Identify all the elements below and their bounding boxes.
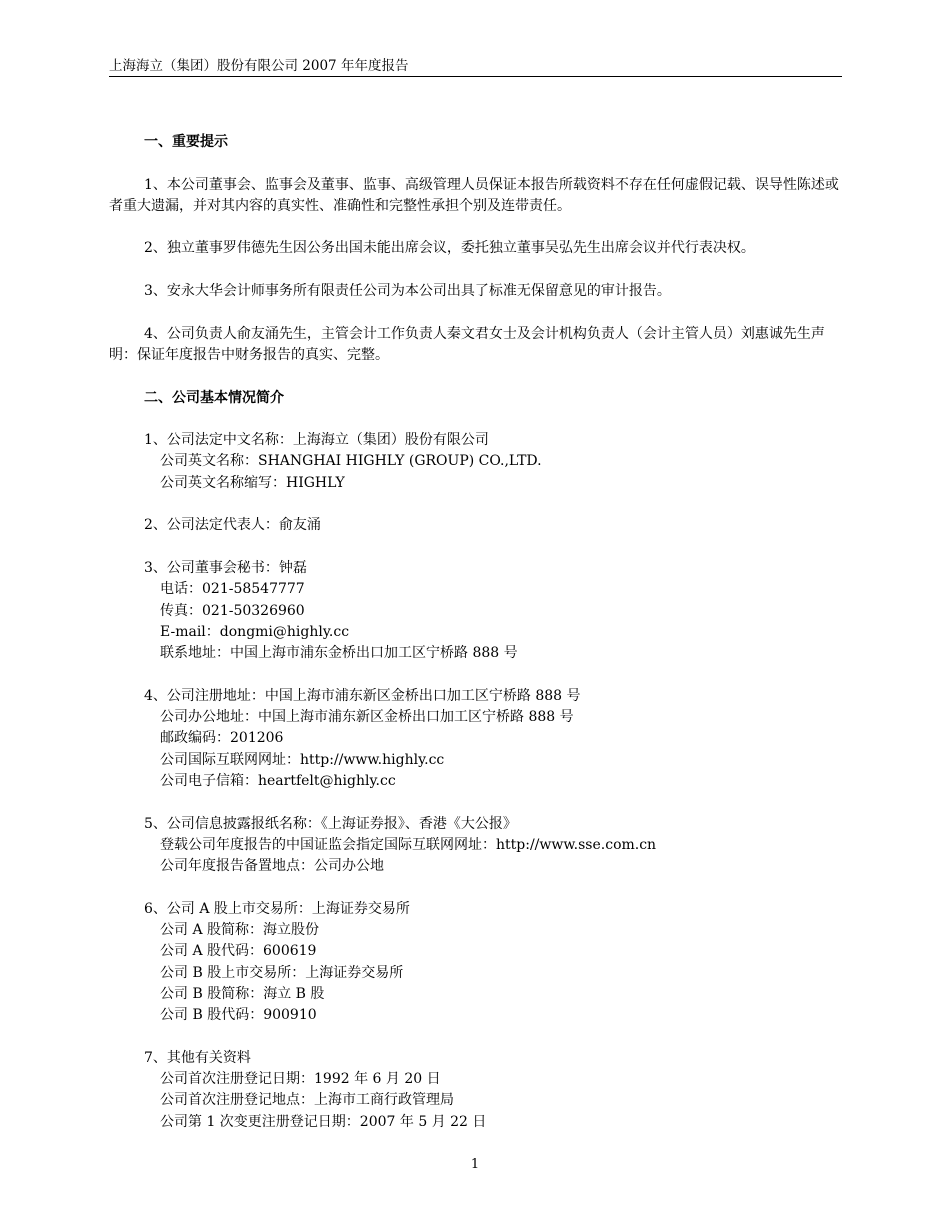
profile-item-stock-listing [109, 899, 842, 1027]
profile-item-company-name [109, 430, 842, 494]
item-heading: 7、其他有关资料 [144, 1049, 251, 1066]
item-line: 公司 B 股上市交易所：上海证券交易所 [160, 964, 404, 981]
profile-item-legal-representative [109, 515, 842, 536]
page-number: 1 [470, 1157, 480, 1172]
item-heading: 6、公司 A 股上市交易所：上海证券交易所 [144, 900, 410, 917]
item-line: 邮政编码：201206 [160, 730, 284, 747]
notice-paragraph-2: 2、独立董事罗伟德先生因公务出国未能出席会议，委托独立董事吴弘先生出席会议并代行表决权。 [144, 240, 755, 257]
item-line: E-mail：dongmi@highly.cc [160, 623, 350, 640]
item-line: 传真：021-50326960 [160, 602, 305, 619]
section-title-important-notes: 一、重要提示 [144, 134, 228, 150]
profile-item-other-information [109, 1048, 842, 1133]
item-line: 公司国际互联网网址：http://www.highly.cc [160, 751, 445, 768]
item-heading: 4、公司注册地址：中国上海市浦东新区金桥出口加工区宁桥路 888 号 [144, 687, 581, 704]
section-title-company-profile: 二、公司基本情况简介 [144, 389, 284, 406]
item-line: 公司年度报告备置地点：公司办公地 [160, 858, 384, 875]
page-content [109, 132, 842, 1154]
notice-paragraph-3: 3、安永大华会计师事务所有限责任公司为本公司出具了标准无保留意见的审计报告。 [144, 283, 671, 300]
item-line: 公司首次注册登记地点：上海市工商行政管理局 [160, 1092, 454, 1109]
item-line: 公司 B 股简称：海立 B 股 [160, 985, 325, 1002]
notice-paragraph-4: 4、公司负责人俞友涌先生，主管会计工作负责人秦文君女士及会计机构负责人（会计主管人员）刘惠诚先生声明：保证年度报告中财务报告的真实、完整。 [109, 325, 825, 363]
item-line: 公司首次注册登记日期：1992 年 6 月 20 日 [160, 1071, 441, 1088]
item-line: 公司第 1 次变更注册登记日期：2007 年 5 月 22 日 [160, 1113, 487, 1130]
item-line: 公司办公地址：中国上海市浦东新区金桥出口加工区宁桥路 888 号 [160, 709, 574, 726]
item-line: 电话：021-58547777 [160, 581, 305, 598]
item-line: 公司英文名称缩写：HIGHLY [160, 474, 345, 491]
item-heading: 3、公司董事会秘书：钟磊 [144, 559, 307, 576]
item-line: 登载公司年度报告的中国证监会指定国际互联网网址：http://www.sse.com.cn [160, 836, 657, 853]
item-line: 公司 A 股代码：600619 [160, 943, 317, 960]
notice-paragraph-1: 1、本公司董事会、监事会及董事、监事、高级管理人员保证本报告所载资料不存在任何虚假记载、误导性陈述或者重大遗漏，并对其内容的真实性、准确性和完整性承担个别及连带责任。 [109, 176, 839, 214]
profile-item-registered-address [109, 686, 842, 792]
item-heading: 1、公司法定中文名称：上海海立（集团）股份有限公司 [144, 432, 489, 449]
item-heading: 5、公司信息披露报纸名称：《上海证券报》、香港《大公报》 [144, 815, 517, 832]
item-line: 公司电子信箱：heartfelt@highly.cc [160, 772, 396, 789]
item-line: 联系地址：中国上海市浦东金桥出口加工区宁桥路 888 号 [160, 645, 518, 662]
profile-item-board-secretary [109, 558, 842, 664]
item-line: 公司 A 股简称：海立股份 [160, 921, 320, 938]
page-header: 上海海立（集团）股份有限公司 2007 年年度报告 [109, 56, 842, 77]
profile-item-disclosure-newspapers [109, 814, 842, 878]
item-line: 公司英文名称：SHANGHAI HIGHLY (GROUP) CO.,LTD. [160, 453, 542, 470]
item-heading: 2、公司法定代表人：俞友涌 [144, 517, 321, 534]
item-line: 公司 B 股代码：900910 [160, 1007, 317, 1024]
